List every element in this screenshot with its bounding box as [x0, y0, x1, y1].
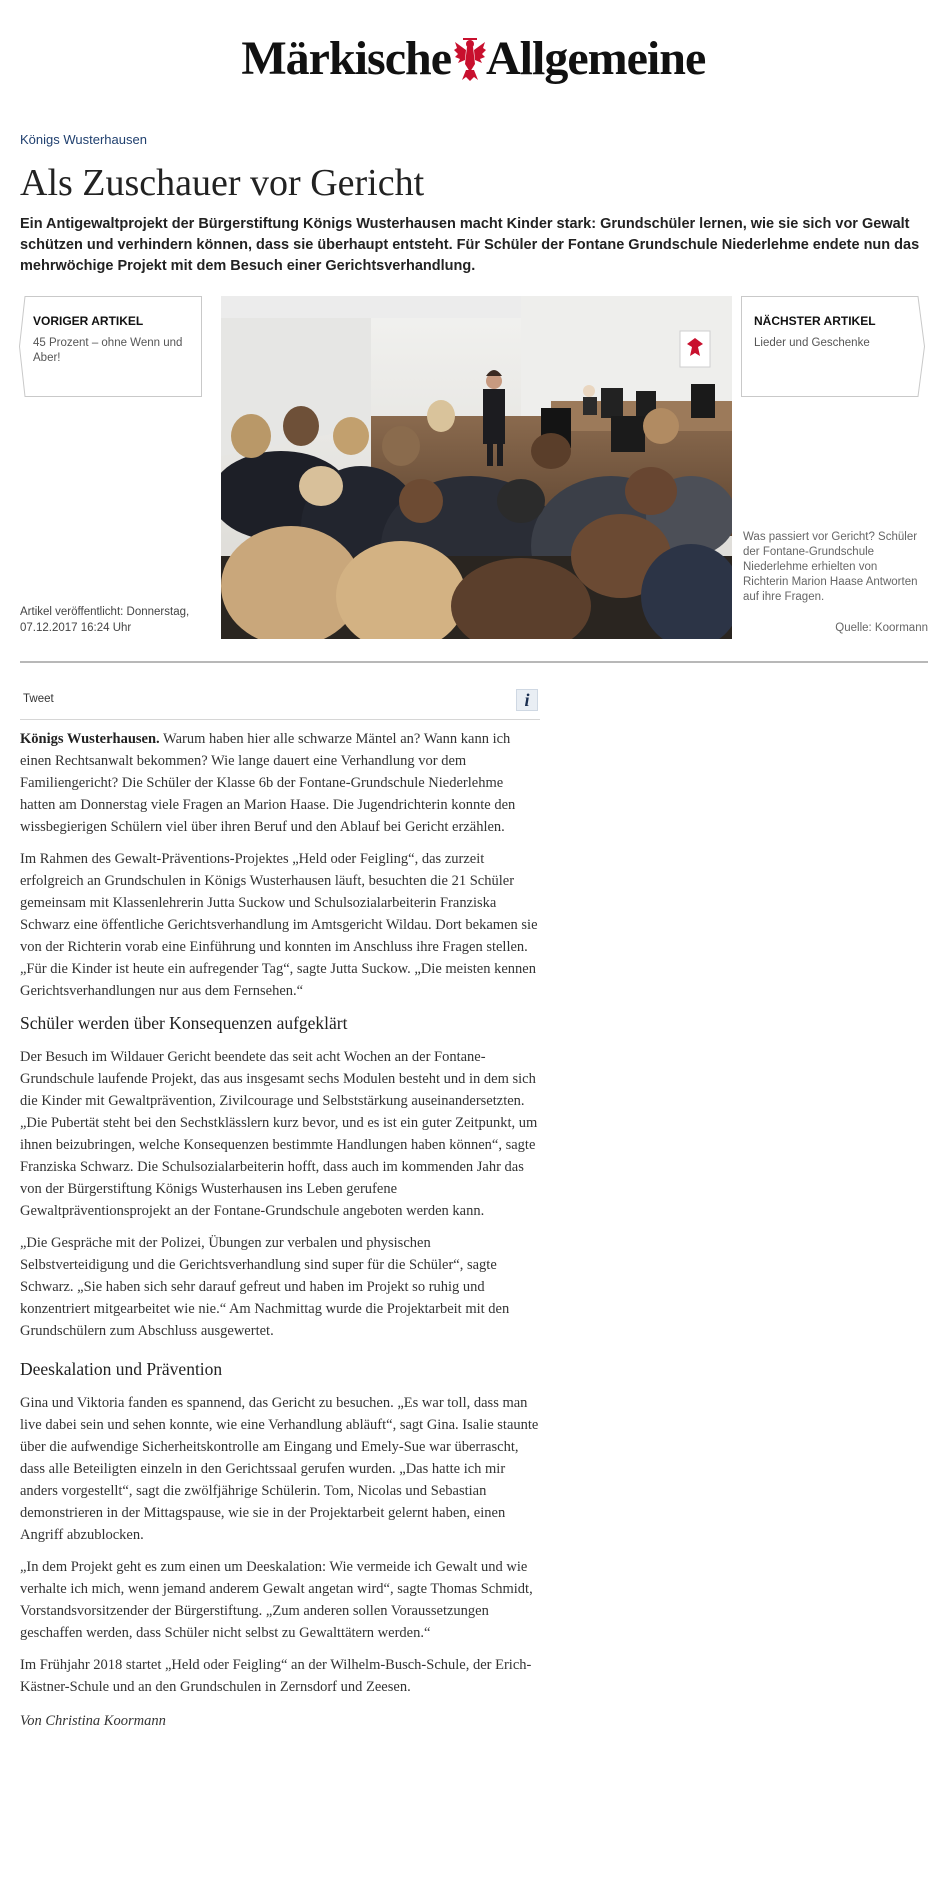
- previous-article-link[interactable]: [19, 296, 202, 397]
- next-article-text: Lieder und Geschenke: [754, 337, 870, 349]
- article-photo[interactable]: [221, 296, 732, 639]
- article-body: [20, 728, 540, 1742]
- courtroom-photo-image: [221, 296, 732, 639]
- subheading-deescalation: Deeskalation und Prävention: [20, 1359, 223, 1379]
- article-byline: Von Christina Koormann: [20, 1713, 166, 1729]
- subheading-consequences: Schüler werden über Konsequenzen aufgeklärt: [20, 1013, 348, 1033]
- info-icon[interactable]: [516, 689, 538, 711]
- article-lead: Ein Antigewaltprojekt der Bürgerstiftung Königs Wusterhausen macht Kinder stark: Grundschüler lernen, wie sie sich vor Gewalt schützen und verhindern können, dass sie überhaupt entsteht. Für Schüler der Fontane Grundschule Niederlehme endete nun das mehrwöchige Projekt mit dem Besuch einer Gerichtsverhandlung.: [20, 216, 920, 274]
- article-paragraph-1-text: Warum haben hier alle schwarze Mäntel an? Wann kann ich einen Rechtsanwalt bekommen? Wie lange dauert eine Verhandlung vor dem Familiengericht? Die Schüler der Klasse 6b der Fontane-Grundschule Niederlehme hatten am Donnerstag viele Fragen an Marion Haase. Die Jugendrichterin konnte den wissbegierigen Schülern viel über ihren Beruf und den Ablauf bei Gericht erzählen.: [20, 731, 516, 835]
- article-paragraph-7: Im Frühjahr 2018 startet „Held oder Feigling“ an der Wilhelm-Busch-Schule, der Erich-Kästner-Schule und an den Grundschulen in Zernsdorf und Zeesen.: [20, 1657, 532, 1695]
- image-source: Quelle: Koormann: [835, 622, 928, 634]
- section-rubric-link[interactable]: Königs Wusterhausen: [20, 132, 147, 147]
- brandenburg-eagle-icon: [453, 36, 487, 82]
- article-paragraph-2: Im Rahmen des Gewalt-Präventions-Projektes „Held oder Feigling“, das zurzeit erfolgreich an Grundschulen in Königs Wusterhausen läuft, besuchten die 21 Schüler gemeinsam mit Klassenlehrerin Jutta Suckow und Schulsozialarbeiterin Franziska Schwarz eine öffentliche Gerichtsverhandlung im Amtsgericht Wildau. Dort bekamen sie von der Richterin vorab eine Einführung und konnten im Anschluss ihre Fragen stellen. „Für die Kinder ist heute ein aufregender Tag“, sagte Jutta Suckow. „Die meisten kennen Gerichtsverhandlungen nur aus dem Fernsehen.“: [20, 851, 538, 999]
- logo-name-right: Allgemeine: [486, 32, 706, 85]
- dateline-place: Königs Wusterhausen.: [20, 731, 160, 747]
- previous-article-text: 45 Prozent – ohne Wenn und Aber!: [33, 337, 183, 364]
- tweet-button[interactable]: Tweet: [23, 693, 54, 705]
- article-headline: Als Zuschauer vor Gericht: [20, 162, 425, 204]
- article-paragraph-3: Der Besuch im Wildauer Gericht beendete das seit acht Wochen an der Fontane-Grundschule laufende Projekt, das aus insgesamt sechs Modulen besteht und in dem sich die Kinder mit Gewaltprävention, Zivilcourage und Selbststärkung auseinandersetzten. „Die Pubertät steht bei den Sechstklässlern kurz bevor, und es ist ein guter Zeitpunkt, um ihnen beizubringen, welche Konsequenzen bestimmte Handlungen haben können“, sagte Franziska Schwarz. Die Schulsozialarbeiterin hofft, dass auch im kommenden Jahr das von der Bürgerstiftung Königs Wusterhausen ins Leben gerufene Gewaltpräventionsprojekt an der Fontane-Grundschule angeboten werden kann.: [20, 1049, 538, 1219]
- image-caption: Was passiert vor Gericht? Schüler der Fontane-Grundschule Niederlehme erhielten von Richterin Marion Haase Antworten auf ihre Fragen.: [743, 531, 918, 603]
- next-article-title: NÄCHSTER ARTIKEL: [754, 314, 876, 328]
- article-paragraph-6: „In dem Projekt geht es zum einen um Deeskalation: Wie vermeide ich Gewalt und wie verhalte ich mich, wenn jemand anderem Gewalt angetan wird“, sagte Thomas Schmidt, Vorstandsvorsitzender der Bürgerstiftung. „Zum anderen sollen Voraussetzungen geschaffen werden, dass Schüler nicht selbst zu Gewalttätern werden.“: [20, 1559, 533, 1641]
- info-icon-glyph: i: [524, 690, 530, 710]
- article-paragraph-5: Gina und Viktoria fanden es spannend, das Gericht zu besuchen. „Es war toll, dass man live dabei sein und sehen konnte, wie eine Verhandlung abläuft“, sagt Gina. Isalie staunte über die aufwendige Sicherheitskontrolle am Eingang und Emely-Sue war überrascht, dass alle Beteiligten einzeln in den Gerichtssaal gerufen wurden. „Das hatte ich mir anders vorgestellt“, sagt die zwölfjährige Schülerin. Tom, Nicolas und Sebastian demonstrieren in der Mittagspause, wie sie in der Projektarbeit gelernt haben, einen Angriff abzublocken.: [20, 1395, 539, 1543]
- previous-article-title: VORIGER ARTIKEL: [33, 314, 144, 328]
- share-bar: [20, 688, 540, 720]
- divider-line: [20, 661, 928, 663]
- published-date: Artikel veröffentlicht: Donnerstag, 07.12.2017 16:24 Uhr: [20, 606, 190, 634]
- article-paragraph-4: „Die Gespräche mit der Polizei, Übungen zur verbalen und physischen Selbstverteidigung und die Gerichtsverhandlung sind super für die Schüler“, sagte Schwarz. „Sie haben sich sehr darauf gefreut und haben im Projekt so ruhig und konzentriert mitgearbeitet wie nie.“ Am Nachmittag wurde die Projektarbeit mit den Grundschülern zum Abschluss ausgewertet.: [20, 1235, 510, 1339]
- article-paragraph-1: [20, 728, 540, 838]
- next-article-link[interactable]: [741, 296, 925, 397]
- logo-name-left: Märkische: [241, 32, 451, 85]
- masthead[interactable]: [0, 28, 940, 90]
